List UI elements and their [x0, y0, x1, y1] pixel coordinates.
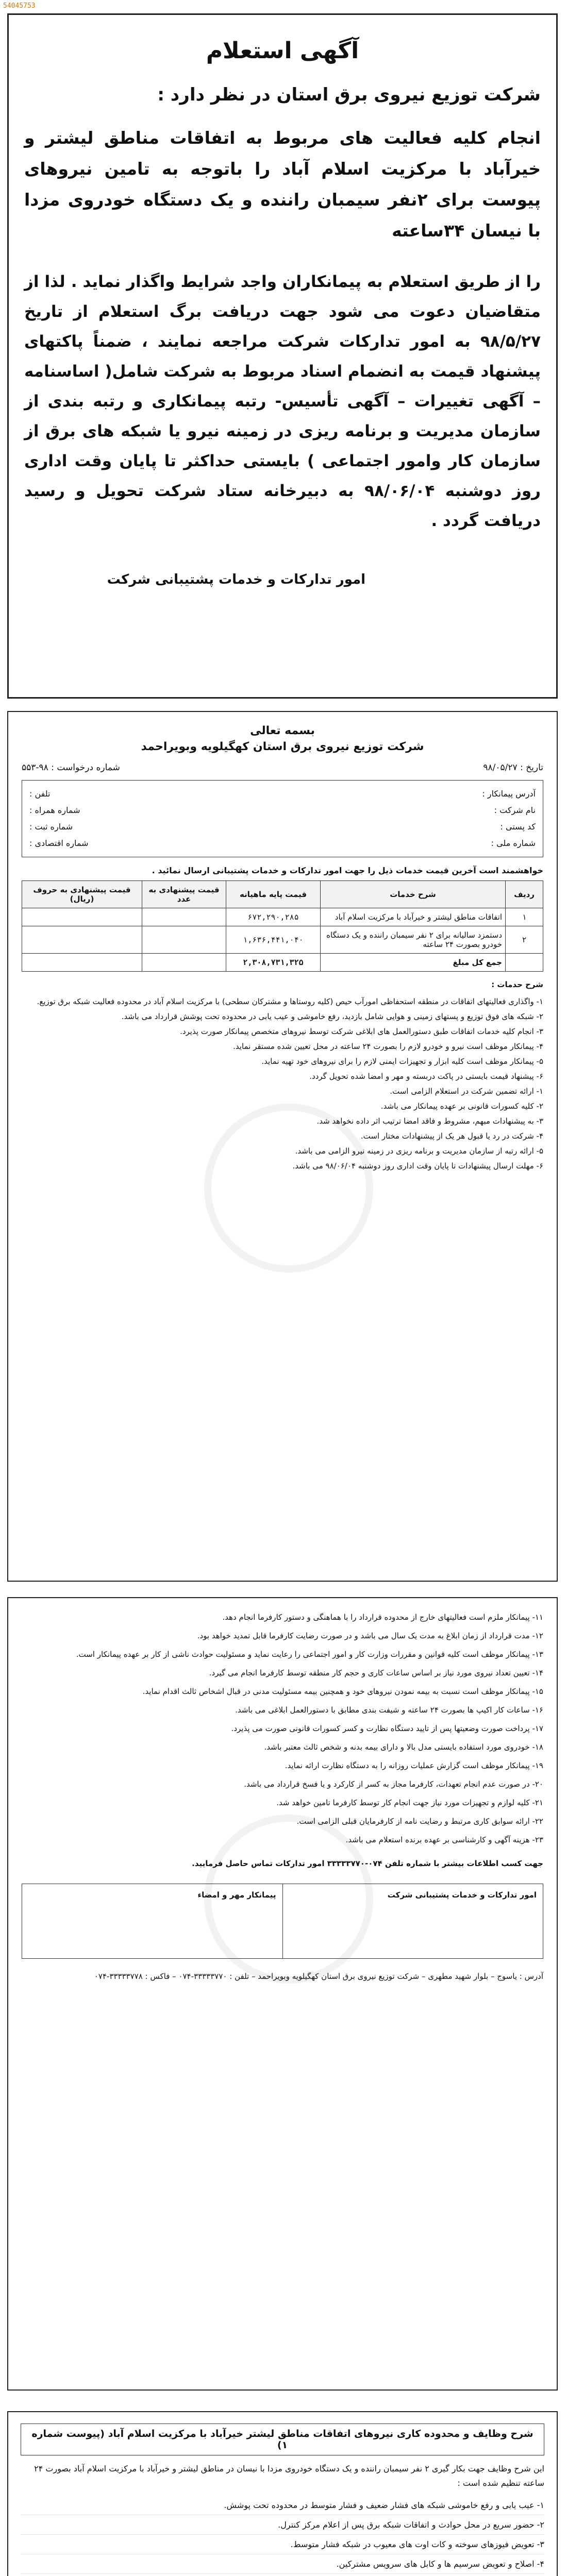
condition-item: ۳- انجام کلیه خدمات اتفاقات طبق دستورالعمل های ابلاغی شرکت توسط نیروهای متخصص پیمانکار صورت پذیرد. — [180, 1027, 543, 1036]
table-row — [22, 908, 543, 926]
row-price: ۶۷۲,۲۹۰,۲۸۵ — [226, 908, 321, 926]
term-item: ۱۹- پیمانکار موظف است گزارش عملیات روزانه را به دستگاه نظارت ارائه نماید. — [285, 1761, 543, 1770]
supplier-label: آدرس پیمانکار : — [482, 789, 536, 799]
duty-item: ۳- تعویض فیوزهای سوخته و کات اوت های معیوب در شبکه فشار متوسط. — [21, 2535, 544, 2554]
form-date: تاریخ : ۹۸/۰۵/۲۷ — [483, 762, 543, 773]
note-item: ۳- به پیشنهادات مبهم، مشروط و فاقد امضا ترتیب اثر داده نخواهد شد. — [316, 1116, 543, 1126]
duty-item: ۱- عیب یابی و رفع خاموشی شبکه های فشار ضعیف و فشار متوسط در محدوده تحت پوشش. — [21, 2496, 544, 2515]
notice-body: را از طریق استعلام به پیمانکاران واجد شرایط واگذار نماید . لذا از متقاضیان دعوت می شود جهت دریافت برگ استعلام از تاریخ ۹۸/۵/۲۷ به امور تدارکات شرکت مراجعه نمایند ، ضمناً پاکتهای پیشنهاد قیمت به انضمام اسناد مربوط به شرکت شامل( اساسنامه – آگهی تغییرات – آگهی تأسیس- رتبه پیمانکاری و رتبه بندی از سازمان مدیریت و برنامه ریزی در زمینه نیرو یا شبکه های برق از سازمان کار وامور اجتماعی ) بایستی حداکثر تا پایان وقت اداری روز دوشنبه ۹۸/۰۶/۰۴ به دبیرخانه ستاد شرکت تحویل و رسید دریافت گردد . — [24, 273, 541, 530]
supplier-label: شماره اقتصادی : — [29, 838, 89, 848]
term-item: ۲۲- ارائه سوابق کاری مرتبط و رضایت نامه از کارفرمایان قبلی الزامی است. — [296, 1817, 543, 1826]
term-item: ۱۴- تعیین تعداد نیروی مورد نیاز بر اساس ساعات کاری و حجم کار منطقه توسط کارفرما انجام می گیرد. — [209, 1668, 543, 1677]
col-header: قیمت پایه ماهیانه — [226, 881, 321, 908]
row-desc: دستمزد سالیانه برای ۲ نفر سیمبان راننده و یک دستگاه خودرو بصورت ۲۴ ساعته — [321, 926, 506, 954]
condition-item: ۴- پیمانکار موظف است نیرو و خودرو لازم را بصورت ۲۴ ساعته در محل تعیین شده مستقر نماید. — [233, 1042, 543, 1051]
term-item: ۲۱- کلیه لوازم و تجهیزات مورد نیاز جهت انجام کار توسط کارفرما تامین خواهد شد. — [276, 1798, 543, 1807]
price-table — [22, 880, 543, 972]
notice-title: آگهی استعلام — [206, 38, 359, 64]
condition-item: ۱- واگذاری فعالیتهای اتفاقات در منطقه استحفاظی امورآب حیص (کلیه روستاها و مشترکان سطحی) با مرکزیت اسلام آباد در محدوده فعالیت شبکه برق توزیع. — [37, 997, 543, 1006]
note-item: ۴- شرکت در رد یا قبول هر یک از پیشنهادات مختار است. — [360, 1131, 543, 1141]
duties-page — [7, 2411, 558, 2576]
condition-item: ۲- شبکه های فوق توزیع و پستهای زمینی و هوایی شامل بازدید، رفع خاموشی و عیب یابی در محدوده تحت پوشش قرارداد می باشد. — [121, 1012, 543, 1021]
row-no: ۱ — [506, 908, 543, 926]
terms-page — [7, 1597, 558, 2391]
row-price: ۱,۶۳۶,۴۴۱,۰۴۰ — [226, 926, 321, 954]
row-offer-text[interactable] — [22, 926, 142, 954]
total-value: ۲,۳۰۸,۷۳۱,۳۲۵ — [226, 954, 321, 972]
duties-list — [21, 2496, 544, 2576]
supplier-label: تلفن : — [29, 789, 51, 799]
signature-box: پیمانکار مهر و امضاء — [197, 1890, 276, 1900]
contact-note: جهت کسب اطلاعات بیشتر با شماره تلفن ۰۷۴-۳۳۳۳۳۷۷۰ امور تدارکات تماس حاصل فرمایید. — [192, 1859, 543, 1868]
total-label: جمع کل مبلغ — [321, 954, 506, 972]
form-header-line-2: شرکت توزیع نیروی برق استان کهگیلویه وبویراحمد — [141, 740, 424, 753]
address: آدرس : یاسوج – بلوار شهید مطهری – شرکت توزیع نیروی برق استان کهگیلویه وبویراحمد – تلفن : ۳۳۳۳۳۷۷۰-۰۷۴ – فاکس : ۳۳۳۳۳۷۷۸-۰۷۴ — [94, 1972, 543, 1981]
col-header: قیمت پیشنهادی به عدد — [142, 881, 226, 908]
note-item: ۱- ارائه تضمین شرکت در استعلام الزامی است. — [390, 1087, 543, 1096]
duties-title: شرح وظایف و محدوده کاری نیروهای اتفاقات مناطق لیشتر خیرآباد با مرکزیت اسلام آباد (پیوست شماره ۱) — [21, 2424, 544, 2455]
duty-item: ۴- اصلاح و تعویض سرسیم ها و کابل های سرویس مشترکین. — [21, 2554, 544, 2574]
form-number: شماره درخواست : ۹۸-۵۵۳ — [22, 762, 120, 773]
form-header-line-1: بسمه تعالی — [250, 724, 315, 737]
form-header — [22, 724, 543, 753]
inquiry-form — [7, 711, 558, 1582]
term-item: ۱۷- پرداخت صورت وضعیتها پس از تایید دستگاه نظارت و کسر کسورات قانونی صورت می پذیرد. — [231, 1724, 543, 1733]
supplier-label: کد پستی : — [500, 822, 536, 832]
table-row — [22, 926, 543, 954]
term-item: ۲۳- هزینه آگهی و کارشناسی بر عهده برنده استعلام می باشد. — [345, 1835, 543, 1844]
notice-signature: امور تدارکات و خدمات پشتیبانی شرکت — [107, 572, 365, 587]
row-desc: اتفاقات مناطق لیشتر و خیرآباد با مرکزیت اسلام آباد — [321, 908, 506, 926]
condition-item: ۵- پیمانکار موظف است کلیه ابزار و تجهیزات ایمنی لازم را برای نیروهای خود تهیه نماید. — [261, 1057, 543, 1066]
row-offer-text[interactable] — [22, 908, 142, 926]
note-item: ۶- مهلت ارسال پیشنهادات تا پایان وقت اداری روز دوشنبه ۹۸/۰۶/۰۴ می باشد. — [292, 1161, 543, 1171]
term-item: ۱۵- پیمانکار موظف است نسبت به بیمه نمودن نیروهای خود و همچنین بیمه مسئولیت مدنی در قبال اشخاص ثالث اقدام نماید. — [142, 1687, 543, 1696]
form-intro: خواهشمند است آخرین قیمت خدمات ذیل را جهت امور تدارکات و خدمات پشتیبانی ارسال نمائید . — [152, 866, 543, 875]
term-item: ۱۱- پیمانکار ملزم است فعالیتهای خارج از محدوده قرارداد را با هماهنگی و دستور کارفرما انجام دهد. — [222, 1613, 543, 1622]
watermark-seal — [204, 1104, 373, 1273]
term-item: ۱۶- ساعات کار اکیپ ها بصورت ۲۴ ساعته و شیفت بندی مطابق با دستورالعمل ابلاغی می باشد. — [235, 1705, 543, 1715]
col-header: ردیف — [506, 881, 543, 908]
supplier-label: شماره همراه : — [29, 805, 80, 815]
note-item: ۲- کلیه کسورات قانونی بر عهده پیمانکار می باشد. — [380, 1101, 543, 1111]
term-item: ۱۲- مدت قرارداد از زمان ابلاغ به مدت یک سال می باشد و در صورت رضایت کارفرما قابل تمدید خواهد بود. — [197, 1631, 543, 1640]
notice-subtitle: شرکت توزیع نیروی برق استان در نظر دارد : — [157, 84, 541, 105]
duty-item — [21, 2574, 544, 2576]
row-offer[interactable] — [142, 908, 226, 926]
row-no: ۲ — [506, 926, 543, 954]
supplier-info — [22, 780, 543, 857]
signature-box: امور تدارکات و خدمات پشتیبانی شرکت — [282, 1884, 543, 1958]
col-header: قیمت پیشنهادی به حروف (ریال) — [22, 881, 142, 908]
notice-lead: انجام کلیه فعالیت های مربوط به اتفاقات مناطق لیشتر و خیرآباد با مرکزیت اسلام آباد را باتوجه به تامین نیروهای پیوست برای ۲نفر سیمبان راننده و یک دستگاه خودروی مزدا با نیسان ۳۴ساعته — [24, 128, 541, 241]
condition-item: ۶- پیشنهاد قیمت بایستی در پاکت دربسته و مهر و امضا شده تحویل گردد. — [309, 1072, 543, 1081]
note-item: ۵- ارائه رتبه از سازمان مدیریت و برنامه ریزی در زمینه نیرو الزامی می باشد. — [295, 1146, 543, 1156]
term-item: ۱۸- خودروی مورد استفاده بایستی مدل بالا و دارای بیمه بدنه و شخص ثالث معتبر باشد. — [264, 1742, 543, 1752]
duty-item: ۲- حضور سریع در محل حوادث و اتفاقات شبکه برق پس از اعلام مرکز کنترل. — [21, 2515, 544, 2535]
conditions-title: شرح حدمات : — [491, 980, 543, 989]
duties-intro: این شرح وظایف جهت بکار گیری ۲ نفر سیمبان راننده و یک دستگاه خودروی مزدا با نیسان در مناطق لیشتر و خیرآباد با مرکزیت اسلام آباد بصورت ۲۴ ساعته تنظیم شده است : — [34, 2464, 544, 2488]
watermark-seal — [204, 1815, 373, 1984]
total-row — [22, 954, 543, 972]
supplier-label: نام شرکت : — [494, 805, 536, 815]
corner-code: 54045753 — [3, 2, 36, 10]
supplier-label: شماره ملی : — [491, 838, 536, 848]
supplier-label: شماره ثبت : — [29, 822, 73, 832]
form-meta — [22, 762, 543, 773]
col-header: شرح خدمات — [321, 881, 506, 908]
notice-box — [7, 13, 558, 699]
term-item: ۲۰- در صورت عدم انجام تعهدات، کارفرما مجاز به کسر از کارکرد و یا فسخ قرارداد می باشد. — [244, 1780, 543, 1789]
term-item: ۱۳- پیمانکار موظف است کلیه قوانین و مقررات وزارت کار و امور اجتماعی را رعایت نماید و مسئولیت حوادث ناشی از کار بر عهده پیمانکار است. — [76, 1650, 543, 1659]
row-offer[interactable] — [142, 926, 226, 954]
